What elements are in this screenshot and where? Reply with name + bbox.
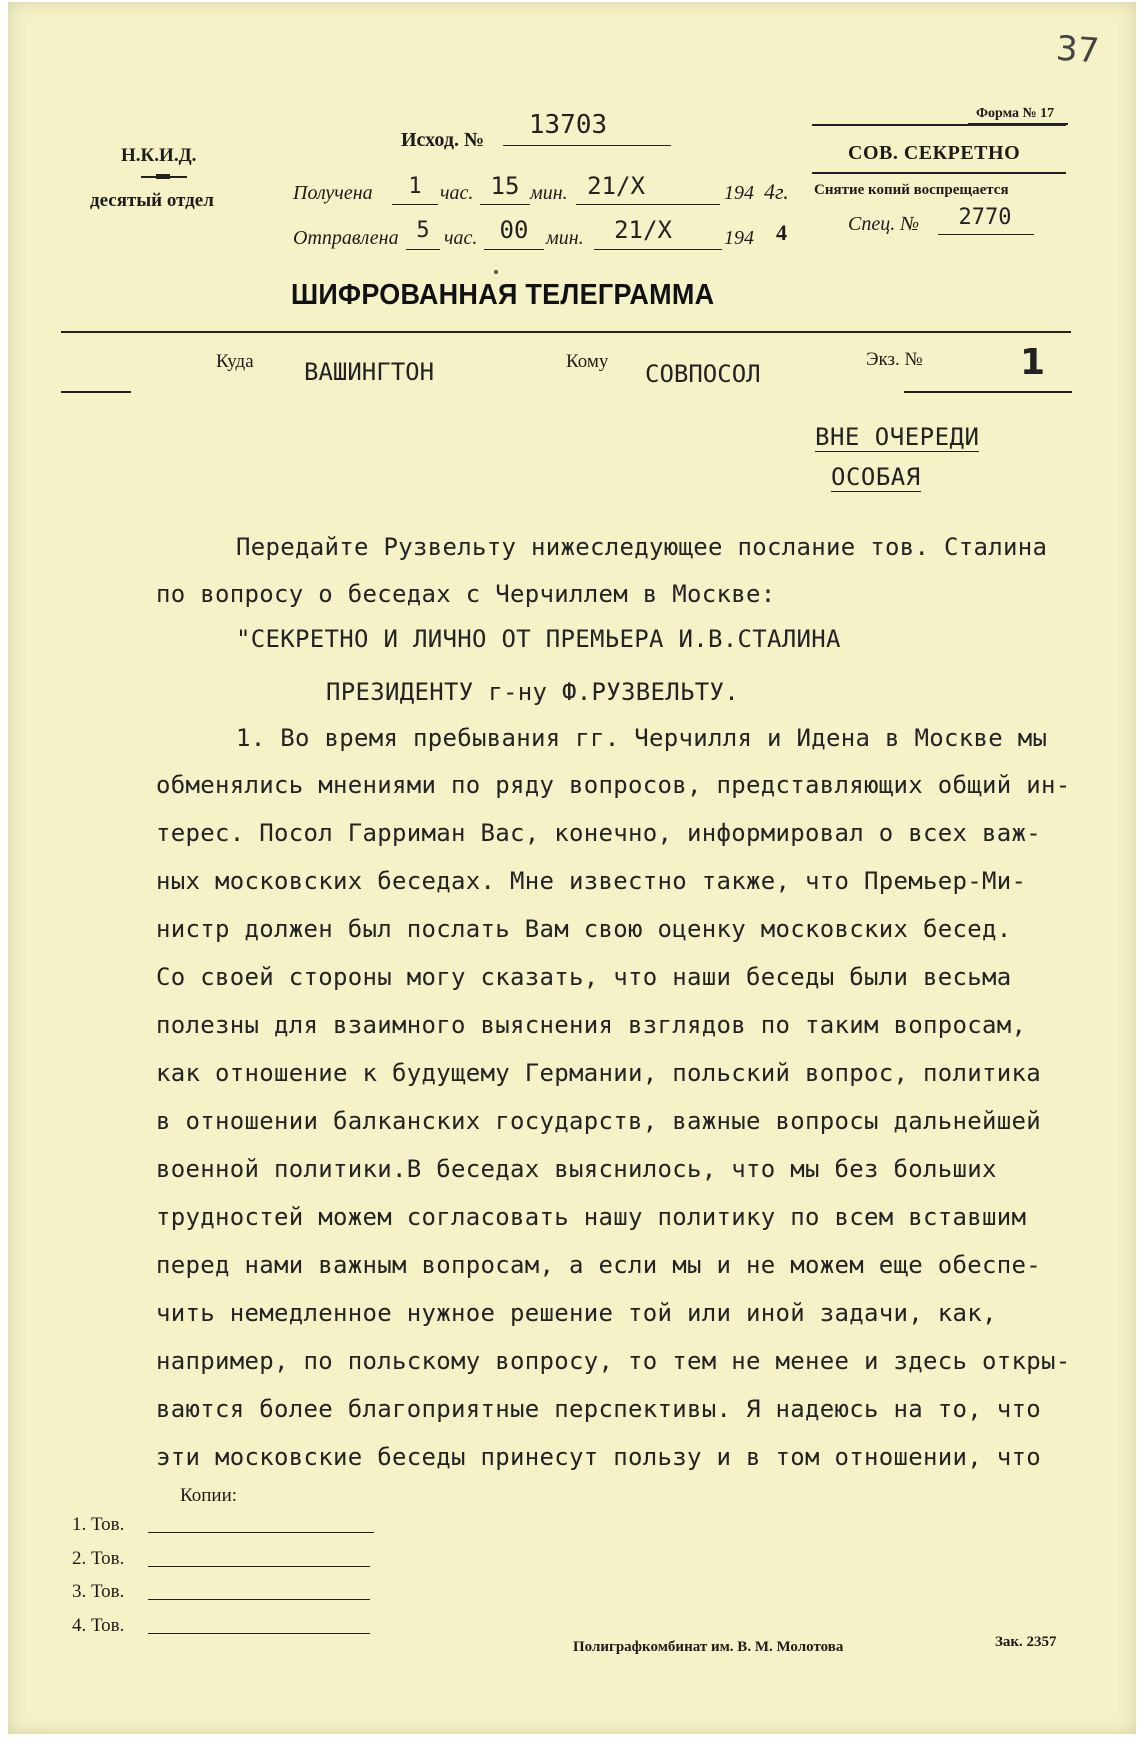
body-line: ваются более благоприятные перспективы. Я надеюсь на то, что bbox=[156, 1395, 1041, 1423]
sent-year-suffix: 4 bbox=[776, 220, 787, 245]
received-year-prefix: 194 bbox=[724, 182, 754, 204]
page-number: 37 bbox=[1054, 28, 1101, 72]
sent-label: Отправлена bbox=[293, 227, 399, 249]
org-name: Н.К.И.Д. bbox=[121, 145, 197, 166]
received-hour: 1 bbox=[408, 174, 422, 199]
body-line: эти московские беседы принесут пользу и в том отношении, что bbox=[156, 1443, 1041, 1471]
received-minute-label: мин. bbox=[530, 182, 568, 204]
body-line: в отношении балканских государств, важные вопросы дальнейшей bbox=[156, 1107, 1041, 1135]
routing-copy-label: Экз. № bbox=[866, 349, 923, 370]
copy-row-2: 2. Тов. bbox=[72, 1548, 125, 1569]
body-line: ных московских беседах. Мне известно также, что Премьер-Ми- bbox=[156, 867, 1027, 895]
received-label: Получена bbox=[293, 182, 373, 204]
sent-date: 21/X bbox=[614, 216, 672, 244]
body-line: полезны для взаимного выяснения взглядов по таким вопросам, bbox=[156, 1011, 1027, 1039]
punch-mark bbox=[494, 270, 498, 274]
routing-whom-label: Кому bbox=[566, 351, 609, 372]
sent-minute: 00 bbox=[499, 216, 529, 244]
priority-line1: ВНЕ ОЧЕРЕДИ bbox=[815, 423, 980, 451]
spec-label: Спец. № bbox=[848, 213, 920, 235]
received-hour-line bbox=[392, 204, 438, 205]
body-line: ПРЕЗИДЕНТУ г-ну Ф.РУЗВЕЛЬТУ. bbox=[326, 678, 739, 706]
body-line: Со своей стороны могу сказать, что наши беседы были весьма bbox=[156, 963, 1012, 991]
classification-note: Снятие копий воспрещается bbox=[814, 182, 1009, 198]
received-minute-line bbox=[480, 204, 530, 205]
routing-whom-value: СОВПОСОЛ bbox=[645, 360, 761, 388]
body-line: терес. Посол Гарриман Вас, конечно, информировал о всех важ- bbox=[156, 819, 1041, 847]
copy-row-3: 3. Тов. bbox=[72, 1581, 125, 1602]
sent-minute-line bbox=[484, 249, 544, 250]
routing-to-value: ВАШИНГТОН bbox=[304, 358, 435, 386]
body-line: Передайте Рузвельту нижеследующее послание тов. Сталина bbox=[236, 533, 1048, 561]
sent-year-prefix: 194 bbox=[724, 227, 754, 249]
copy-line-1 bbox=[148, 1532, 374, 1533]
received-date: 21/X bbox=[587, 172, 645, 200]
body-line: 1. Во время пребывания гг. Черчилля и Идена в Москве мы bbox=[236, 724, 1048, 752]
body-line: "СЕКРЕТНО И ЛИЧНО ОТ ПРЕМЬЕРА И.В.СТАЛИНА bbox=[236, 625, 841, 653]
document-sheet bbox=[8, 2, 1136, 1734]
outgoing-number: 13703 bbox=[528, 110, 608, 140]
spec-number: 2770 bbox=[958, 205, 1012, 230]
body-line: как отношение к будущему Германии, польский вопрос, политика bbox=[156, 1059, 1041, 1087]
document-title: ШИФРОВАННАЯ ТЕЛЕГРАММА bbox=[291, 279, 715, 311]
received-date-line bbox=[576, 204, 720, 205]
priority-line2: ОСОБАЯ bbox=[831, 463, 921, 491]
routing-bottom-rule-left bbox=[61, 391, 131, 393]
copy-row-4: 4. Тов. bbox=[72, 1615, 125, 1636]
form-label: Форма № 17 bbox=[976, 106, 1055, 121]
body-line: например, по польскому вопросу, то тем не менее и здесь откры- bbox=[156, 1347, 1071, 1375]
sent-hour-label: час. bbox=[444, 227, 478, 249]
copies-label: Копии: bbox=[180, 1485, 238, 1506]
footer-order: Зак. 2357 bbox=[995, 1634, 1057, 1650]
org-department: десятый отдел bbox=[90, 190, 214, 211]
copy-row-1: 1. Тов. bbox=[72, 1514, 125, 1535]
body-line: трудностей можем согласовать нашу политику по всем вставшим bbox=[156, 1203, 1027, 1231]
classification-label: СОВ. СЕКРЕТНО bbox=[848, 142, 1021, 164]
classification-bottom-rule bbox=[812, 172, 1066, 174]
body-line: чить немедленное нужное решение той или иной задачи, как, bbox=[156, 1299, 997, 1327]
routing-to-label: Куда bbox=[216, 351, 254, 372]
sent-hour-line bbox=[406, 249, 440, 250]
received-hour-label: час. bbox=[440, 182, 474, 204]
copy-line-2 bbox=[148, 1566, 370, 1567]
copy-line-4 bbox=[148, 1633, 370, 1634]
body-line: по вопросу о беседах с Черчиллем в Москве: bbox=[156, 580, 776, 608]
sent-date-line bbox=[594, 249, 722, 250]
sent-minute-label: мин. bbox=[546, 227, 584, 249]
copy-line-3 bbox=[148, 1599, 370, 1600]
org-divider-mark bbox=[156, 174, 170, 179]
routing-copy-value: 1 bbox=[1020, 342, 1046, 383]
spec-number-line bbox=[938, 234, 1034, 235]
body-line: военной политики.В беседах выяснилось, что мы без больших bbox=[156, 1155, 997, 1183]
body-line: перед нами важным вопросам, а если мы и не можем еще обеспе- bbox=[156, 1251, 1041, 1279]
routing-bottom-rule-right bbox=[904, 391, 1072, 393]
body-line: обменялись мнениями по ряду вопросов, представляющих общий ин- bbox=[156, 771, 1071, 799]
routing-top-rule bbox=[61, 331, 1071, 333]
sent-hour: 5 bbox=[416, 218, 430, 243]
classification-top-rule bbox=[812, 124, 1066, 126]
body-line: нистр должен был послать Вам свою оценку московских бесед. bbox=[156, 915, 1012, 943]
received-year-suffix: 4г. bbox=[764, 179, 789, 204]
received-minute: 15 bbox=[490, 172, 520, 200]
outgoing-label: Исход. № bbox=[401, 129, 485, 151]
outgoing-number-line bbox=[503, 145, 671, 146]
footer-printer: Полиграфкомбинат им. В. М. Молотова bbox=[573, 1639, 844, 1655]
